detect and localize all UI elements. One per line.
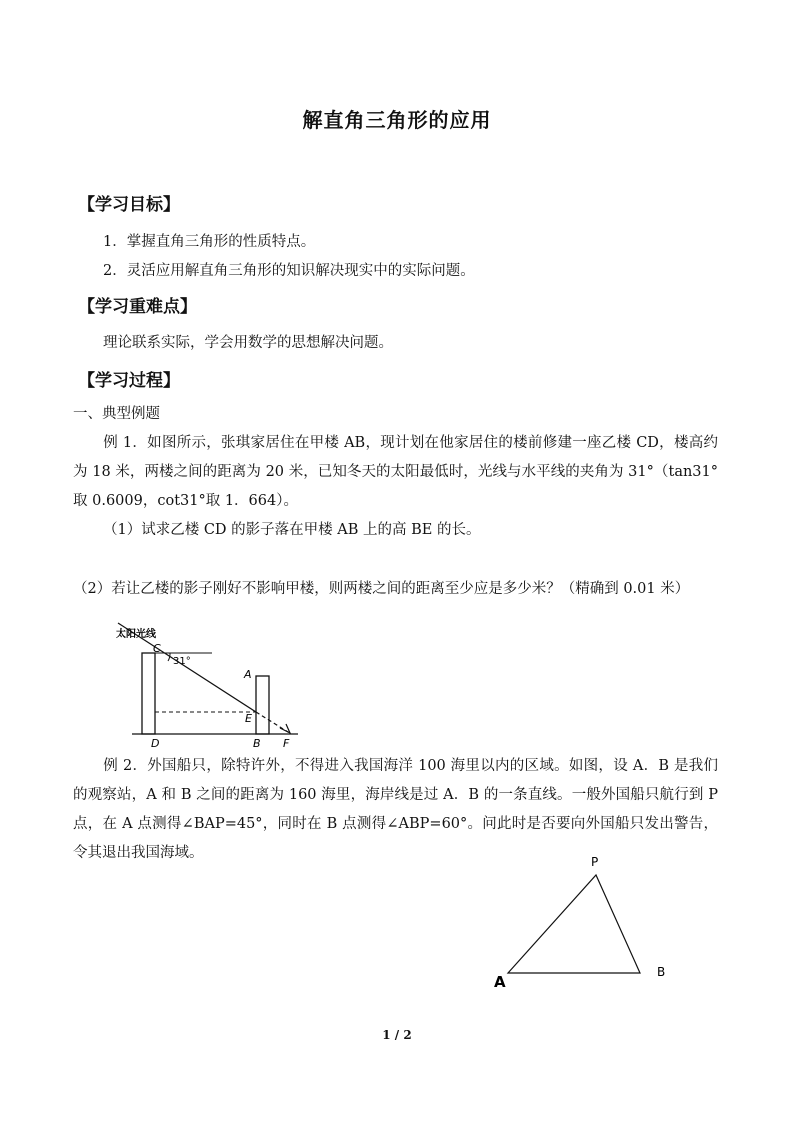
figure-triangle-abp — [480, 848, 700, 998]
angle-label: 31° — [173, 656, 191, 667]
section-heading-focus: 【学习重难点】 — [78, 297, 197, 317]
point-b-label: B — [253, 737, 261, 750]
focus-text: 理论联系实际，学会用数学的思想解决问题。 — [103, 335, 393, 351]
triangle-abp — [508, 875, 640, 973]
point-a-label: A — [494, 973, 506, 991]
point-f-label: F — [283, 737, 290, 750]
point-a-label: A — [244, 668, 252, 681]
goal-item-1: 1．掌握直角三角形的性质特点。 — [103, 234, 316, 250]
ray-arrow-icon — [280, 724, 290, 733]
example-1-text: 例 1．如图所示，张琪家居住在甲楼 AB，现计划在他家居住的楼前修建一座乙楼 CD，楼高约为 18 米，两楼之间的距离为 20 米，已知冬天的太阳最低时，光线与水平线的夹角为 31°（tan31°取 0.6009，cot31°取 1．664）。 — [73, 435, 718, 509]
figure-buildings-shadow — [110, 620, 310, 755]
point-e-label: E — [245, 712, 252, 725]
example-2-text: 例 2．外国船只，除特许外，不得进入我国海洋 100 海里以内的区域。如图，设 A．B 是我们的观察站，A 和 B 之间的距离为 160 海里，海岸线是过 A．B 的一条直线。一般外国船只航行到 P 点，在 A 点测得∠BAP=45°，同时在 B 点测得∠ABP=60°。问此时是否要向外国船只发出警告，令其退出我国海域。 — [73, 758, 718, 861]
part-heading-examples: 一、典型例题 — [73, 406, 160, 422]
point-c-label: C — [153, 642, 161, 655]
page-title: 解直角三角形的应用 — [302, 108, 492, 132]
section-heading-process: 【学习过程】 — [78, 371, 180, 391]
point-b-label: B — [657, 965, 666, 979]
point-p-label: P — [591, 855, 599, 869]
point-d-label: D — [151, 737, 160, 750]
sun-ray-label: 太阳光线 — [116, 629, 156, 640]
building-cd — [142, 653, 155, 734]
page-number: 1 / 2 — [382, 1028, 412, 1042]
section-heading-goals: 【学习目标】 — [78, 195, 180, 215]
example-1-question-1: （1）试求乙楼 CD 的影子落在甲楼 AB 上的高 BE 的长。 — [103, 522, 481, 538]
building-ab — [256, 676, 269, 734]
angle-arc — [168, 653, 170, 661]
goal-item-2: 2．灵活应用解直角三角形的知识解决现实中的实际问题。 — [103, 263, 475, 279]
example-1-question-2: （2）若让乙楼的影子刚好不影响甲楼，则两楼之间的距离至少应是多少米？（精确到 0.01 米） — [73, 581, 690, 597]
